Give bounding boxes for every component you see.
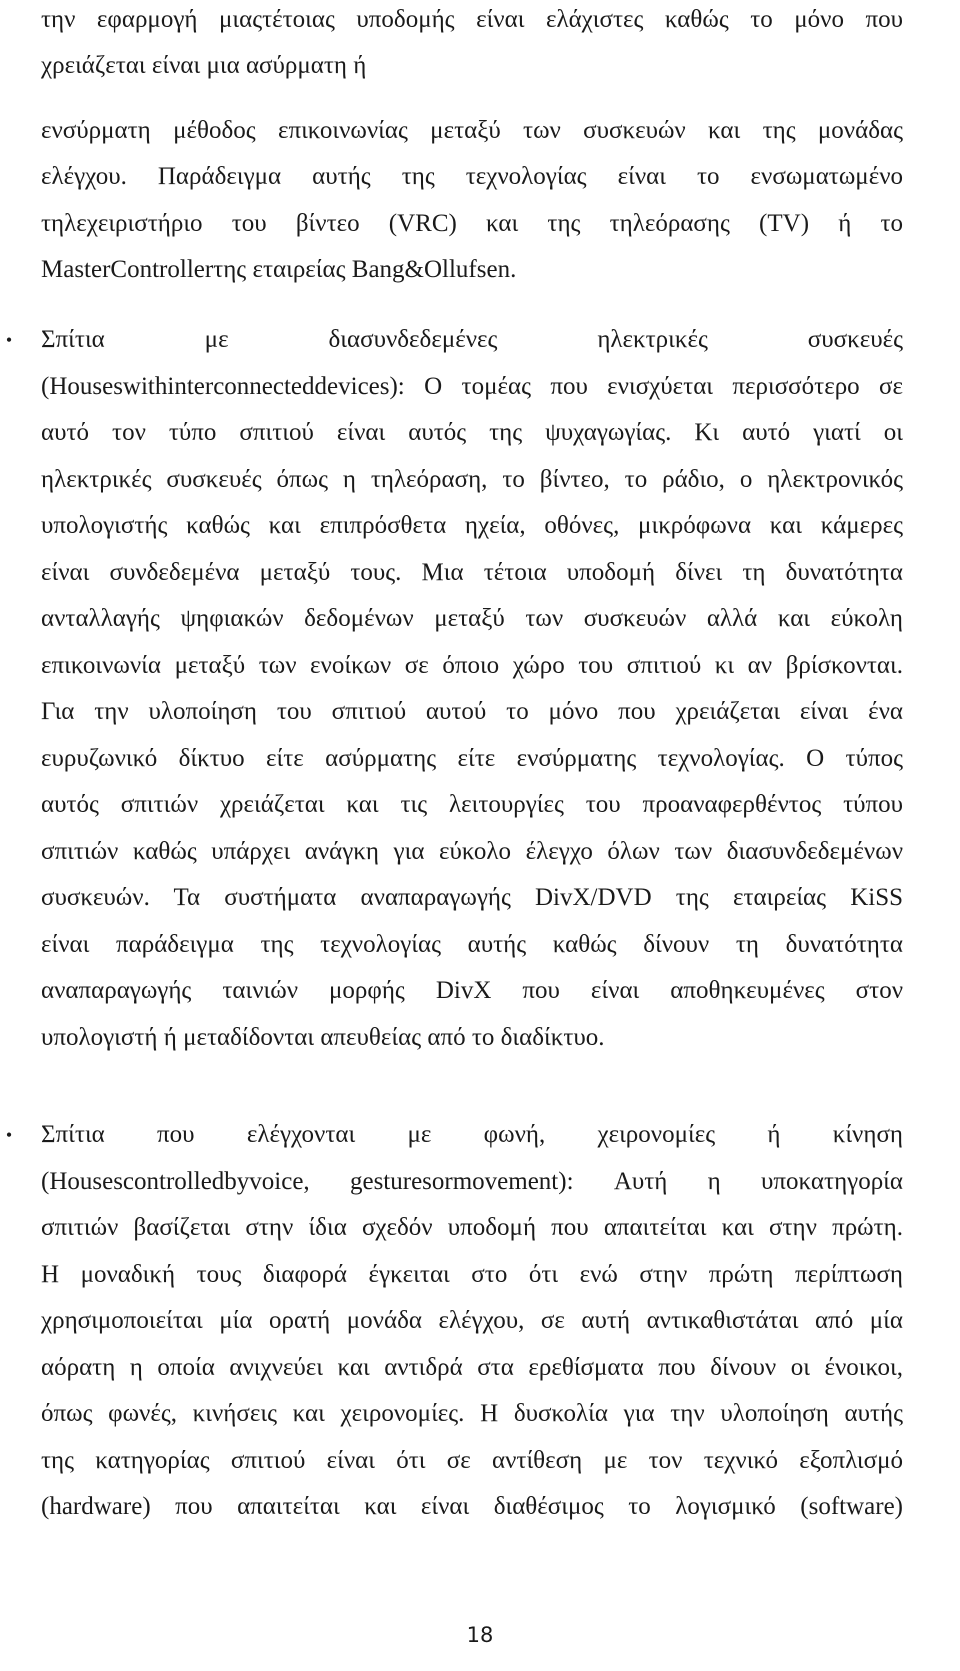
- text-line: της κατηγορίας σπιτιού είναι ότι σε αντίθεση με τον τεχνικό εξοπλισμό: [41, 1447, 903, 1474]
- text-line: ευρυζωνικό δίκτυο είτε ασύρματης είτε ενσύρματης τεχνολογίας. Ο τύπος: [41, 745, 903, 772]
- text-line: αναπαραγωγής ταινιών μορφής DivX που είναι αποθηκευμένες στον: [41, 977, 903, 1004]
- text-line: (hardware) που απαιτείται και είναι διαθέσιμος το λογισμικό (software): [41, 1493, 903, 1520]
- text-line: Σπίτια με διασυνδεδεμένες ηλεκτρικές συσκευές: [41, 326, 903, 353]
- page-number: 18: [466, 1623, 494, 1647]
- text-line: την εφαρμογή μιαςτέτοιας υποδομής είναι ελάχιστες καθώς το μόνο που: [41, 6, 903, 33]
- bullet-marker: •: [5, 330, 13, 350]
- text-line: επικοινωνία μεταξύ των ενοίκων σε όποιο χώρο του σπιτιού κι αν βρίσκονται.: [41, 652, 903, 679]
- text-line: Η μοναδική τους διαφορά έγκειται στο ότι ενώ στην πρώτη περίπτωση: [41, 1261, 903, 1288]
- text-line: είναι παράδειγμα της τεχνολογίας αυτής καθώς δίνουν τη δυνατότητα: [41, 931, 903, 958]
- text-line: αυτός σπιτιών χρειάζεται και τις λειτουργίες του προαναφερθέντος τύπου: [41, 791, 903, 818]
- text-line: αόρατη η οποία ανιχνεύει και αντιδρά στα ερεθίσματα που δίνουν οι ένοικοι,: [41, 1354, 903, 1381]
- text-line: (Housescontrolledbyvoice, gesturesormovement): Αυτή η υποκατηγορία: [41, 1168, 903, 1195]
- text-line: MasterControllerτης εταιρείας Bang&Ollufsen.: [41, 256, 517, 283]
- text-line: Για την υλοποίηση του σπιτιού αυτού το μόνο που χρειάζεται είναι ένα: [41, 698, 903, 725]
- text-line: Σπίτια που ελέγχονται με φωνή, χειρονομίες ή κίνηση: [41, 1121, 903, 1148]
- text-line: υπολογιστή ή μεταδίδονται απευθείας από το διαδίκτυο.: [41, 1024, 605, 1051]
- bullet-marker: •: [5, 1125, 13, 1145]
- text-line: χρησιμοποιείται μία ορατή μονάδα ελέγχου, σε αυτή αντικαθιστάται από μία: [41, 1307, 903, 1334]
- text-line: χρειάζεται είναι μια ασύρματη ή: [41, 52, 367, 79]
- text-line: ενσύρματη μέθοδος επικοινωνίας μεταξύ των συσκευών και της μονάδας: [41, 117, 903, 144]
- text-line: ηλεκτρικές συσκευές όπως η τηλεόραση, το βίντεο, το ράδιο, ο ηλεκτρονικός: [41, 466, 903, 493]
- text-line: ανταλλαγής ψηφιακών δεδομένων μεταξύ των συσκευών αλλά και εύκολη: [41, 605, 903, 632]
- text-line: σπιτιών καθώς υπάρχει ανάγκη για εύκολο έλεγχο όλων των διασυνδεδεμένων: [41, 838, 903, 865]
- text-line: (Houseswithinterconnecteddevices): Ο τομέας που ενισχύεται περισσότερο σε: [41, 373, 903, 400]
- text-line: όπως φωνές, κινήσεις και χειρονομίες. Η δυσκολία για την υλοποίηση αυτής: [41, 1400, 903, 1427]
- text-line: υπολογιστής καθώς και επιπρόσθετα ηχεία, οθόνες, μικρόφωνα και κάμερες: [41, 512, 903, 539]
- text-line: συσκευών. Τα συστήματα αναπαραγωγής DivX/DVD της εταιρείας KiSS: [41, 884, 903, 911]
- text-line: τηλεχειριστήριο του βίντεο (VRC) και της τηλεόρασης (TV) ή το: [41, 210, 903, 237]
- text-line: είναι συνδεδεμένα μεταξύ τους. Μια τέτοια υποδομή δίνει τη δυνατότητα: [41, 559, 903, 586]
- text-line: ελέγχου. Παράδειγμα αυτής της τεχνολογίας είναι το ενσωματωμένο: [41, 163, 903, 190]
- text-line: σπιτιών βασίζεται στην ίδια σχεδόν υποδομή που απαιτείται και στην πρώτη.: [41, 1214, 903, 1241]
- text-line: αυτό τον τύπο σπιτιού είναι αυτός της ψυχαγωγίας. Κι αυτό γιατί οι: [41, 419, 903, 446]
